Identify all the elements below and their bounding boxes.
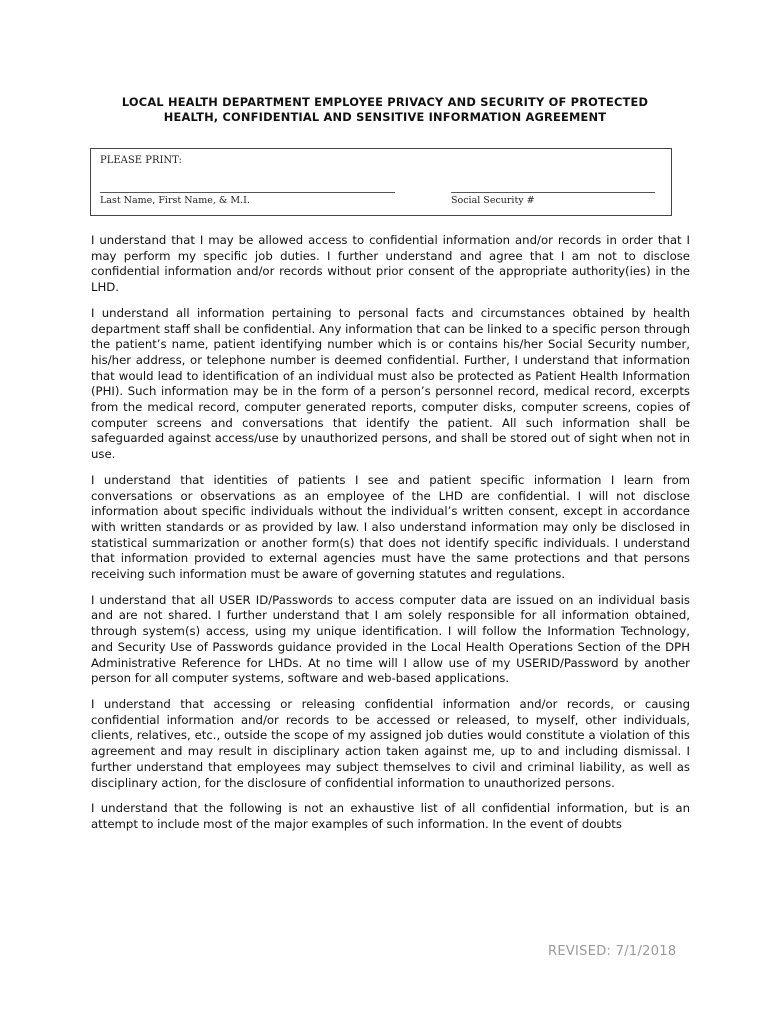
agreement-paragraph: I understand that I may be allowed access to confidential information and/or records in order that I may perform my specific job duties. I further understand and agree that I am not to disclose confidential information and/or records without prior consent of the appropriate authority(ies) in the LHD. (91, 233, 690, 295)
ssn-field-line[interactable] (451, 192, 655, 193)
agreement-body (91, 233, 690, 843)
revised-date: REVISED: 7/1/2018 (548, 944, 677, 959)
please-print-label: PLEASE PRINT: (100, 155, 182, 166)
agreement-paragraph: I understand that all USER ID/Passwords to access computer data are issued on an individual basis and are not shared. I further understand that I am solely responsible for all information obtained, through system(s) access, using my unique identification. I will follow the Information Technology, and Security Use of Passwords guidance provided in the Local Health Operations Section of the DPH Administrative Reference for LHDs. At no time will I allow use of my USERID/Password by another person for all computer systems, software and web-based applications. (91, 592, 690, 686)
title-line-1: LOCAL HEALTH DEPARTMENT EMPLOYEE PRIVACY AND SECURITY OF PROTECTED (121, 95, 649, 109)
agreement-paragraph: I understand that the following is not an exhaustive list of all confidential information, but is an attempt to include most of the major examples of such information. In the event of doubts (91, 801, 690, 831)
agreement-paragraph: I understand all information pertaining to personal facts and circumstances obtained by health department staff shall be confidential. Any information that can be linked to a specific person through the patient’s name, patient identifying number which is or contains his/her Social Security number, his/her address, or telephone number is deemed confidential. Further, I understand that information that would lead to identification of an individual must also be protected as Patient Health Information (PHI). Such information may be in the form of a person’s personnel record, medical record, excerpts from the medical record, computer generated reports, computer disks, computer screens, copies of computer screens and conversations that identify the patient. All such information shall be safeguarded against access/use by unauthorized persons, and shall be stored out of sight when not in use. (91, 305, 690, 462)
agreement-paragraph: I understand that accessing or releasing confidential information and/or records, or causing confidential information and/or records to be accessed or released, to myself, other individuals, clients, relatives, etc., outside the scope of my assigned job duties would constitute a violation of this agreement and may result in disciplinary action taken against me, up to and including dismissal. I further understand that employees may subject themselves to civil and criminal liability, as well as disciplinary action, for the disclosure of confidential information to unauthorized persons. (91, 696, 690, 790)
document-title (80, 95, 690, 125)
name-field-label: Last Name, First Name, & M.I. (100, 195, 250, 206)
name-field-line[interactable] (100, 192, 395, 193)
title-line-2: HEALTH, CONFIDENTIAL AND SENSITIVE INFORMATION AGREEMENT (163, 110, 607, 124)
agreement-paragraph: I understand that identities of patients I see and patient specific information I learn from conversations or observations as an employee of the LHD are confidential. I will not disclose information about specific individuals without the individual’s written consent, except in accordance with written standards or as provided by law. I also understand information may only be disclosed in statistical summarization or another form(s) that does not identify specific individuals. I understand that information provided to external agencies must have the same protections and that persons receiving such information must be aware of governing statutes and regulations. (91, 472, 690, 582)
employee-info-box (90, 148, 672, 216)
ssn-field-label: Social Security # (451, 195, 535, 206)
